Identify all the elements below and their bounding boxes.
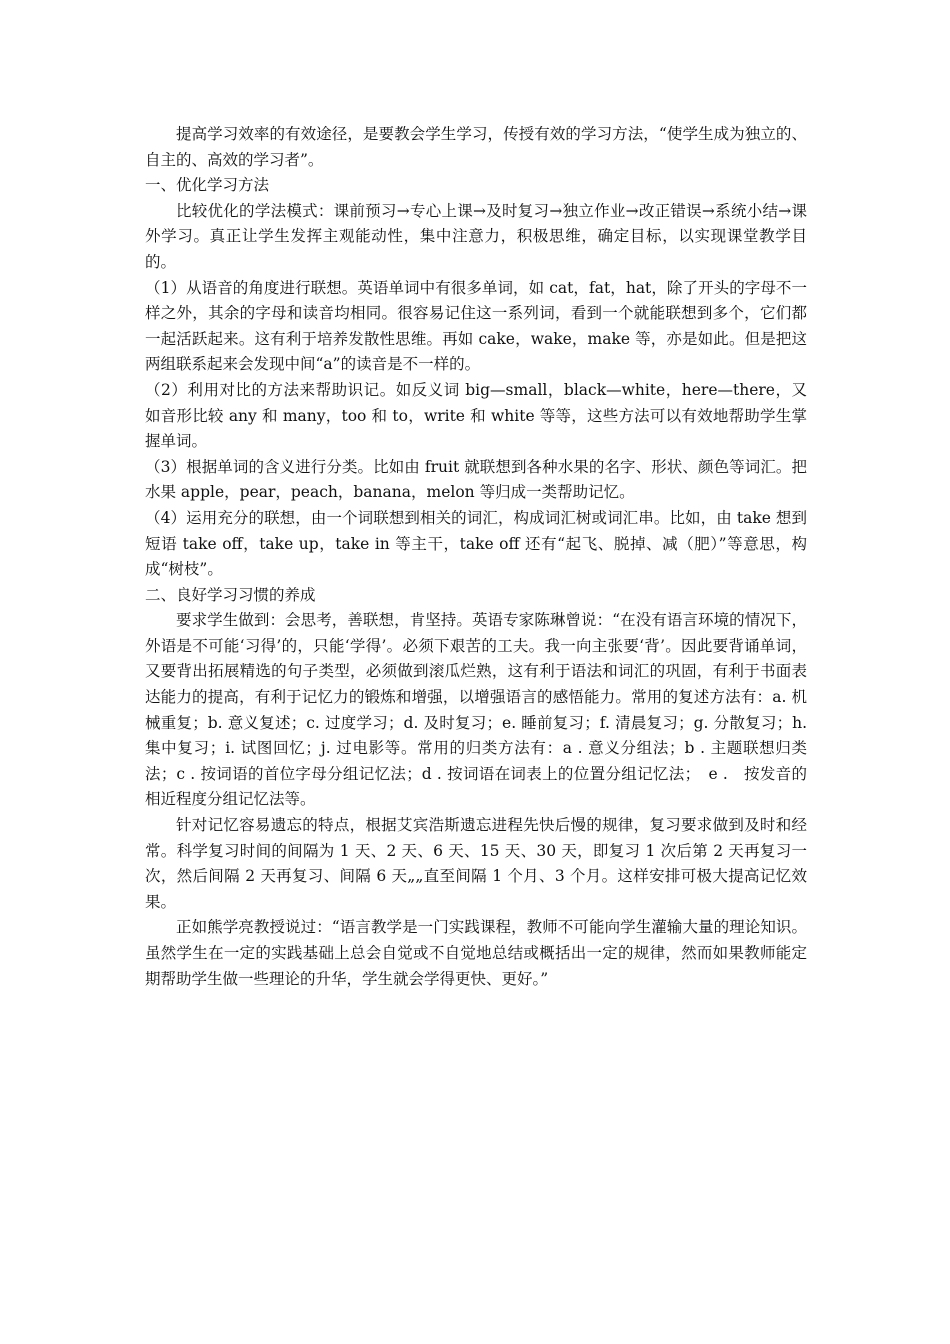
body-paragraph: 比较优化的学法模式：课前预习→专心上课→及时复习→独立作业→改正错误→系统小结→课外学习。真正让学生发挥主观能动性，集中注意力，积极思维，确定目标，以实现课堂教学目的。 (145, 201, 807, 271)
section-heading-1: 一、优化学习方法 (145, 176, 270, 195)
body-paragraph: 要求学生做到：会思考，善联想，肯坚持。英语专家陈琳曾说：“在没有语言环境的情况下，外语是不可能‘习得’的，只能‘学得’。必须下艰苦的工夫。我一向主张要‘背’。因此要背诵单词，又要背出拓展精选的句子类型，必须做到滚瓜烂熟，这有利于语法和词汇的巩固，有利于书面表达能力的提高，有利于记忆力的锻炼和增强，以增强语言的感悟能力。常用的复述方法有：a. 机械重复；b. 意义复述；c. 过度学习；d. 及时复习；e. 睡前复习；f. 清晨复习；g. 分散复习；h. 集中复习；i. 试图回忆；j. 过电影等。常用的归类方法有：a . 意义分组法；b . 主题联想归类法；c . 按词语的首位字母分组记忆法；d . 按词语在词表上的位置分组记忆法； e . 按发音的相近程度分组记忆法等。 (145, 611, 807, 809)
list-item-2: （2）利用对比的方法来帮助识记。如反义词 big—small，black—white，here—there，又如音形比较 any 和 many，too 和 to，write 和 white 等等，这些方法可以有效地帮助学生掌握单词。 (145, 380, 808, 451)
closing-paragraph: 正如熊学亮教授说过：“语言教学是一门实践课程，教师不可能向学生灌输大量的理论知识。虽然学生在一定的实践基础上总会自觉或不自觉地总结或概括出一定的规律，然而如果教师能定期帮助学生做一些理论的升华，学生就会学得更快、更好。” (145, 918, 807, 988)
list-item-3: （3）根据单词的含义进行分类。比如由 fruit 就联想到各种水果的名字、形状、颜色等词汇。把水果 apple，pear，peach，banana，melon 等归成一类帮助记忆。 (145, 457, 807, 502)
list-item-4: （4）运用充分的联想，由一个词联想到相关的词汇，构成词汇树或词汇串。比如，由 take 想到短语 take off，take up，take in 等主干，take off 还有“起飞、脱掉、减（肥）”等意思，构成“树枝”。 (145, 508, 807, 579)
document-body (145, 122, 807, 992)
body-paragraph: 针对记忆容易遗忘的特点，根据艾宾浩斯遗忘进程先快后慢的规律，复习要求做到及时和经常。科学复习时间的间隔为 1 天、2 天、6 天、15 天、30 天，即复习 1 次后第 2 天再复习一次，然后间隔 2 天再复习、间隔 6 天„„直至间隔 1 个月、3 个月。这样安排可极大提高记忆效果。 (145, 816, 807, 911)
intro-paragraph: 提高学习效率的有效途径，是要教会学生学习，传授有效的学习方法，“使学生成为独立的、自主的、高效的学习者”。 (145, 125, 807, 169)
section-heading-2: 二、良好学习习惯的养成 (145, 585, 316, 604)
list-item-1: （1）从语音的角度进行联想。英语单词中有很多单词，如 cat，fat，hat，除了开头的字母不一样之外，其余的字母和读音均相同。很容易记住这一系列词，看到一个就能联想到多个，它们都一起活跃起来。这有利于培养发散性思维。再如 cake，wake，make 等，亦是如此。但是把这两组联系起来会发现中间“a”的读音是不一样的。 (145, 278, 807, 374)
